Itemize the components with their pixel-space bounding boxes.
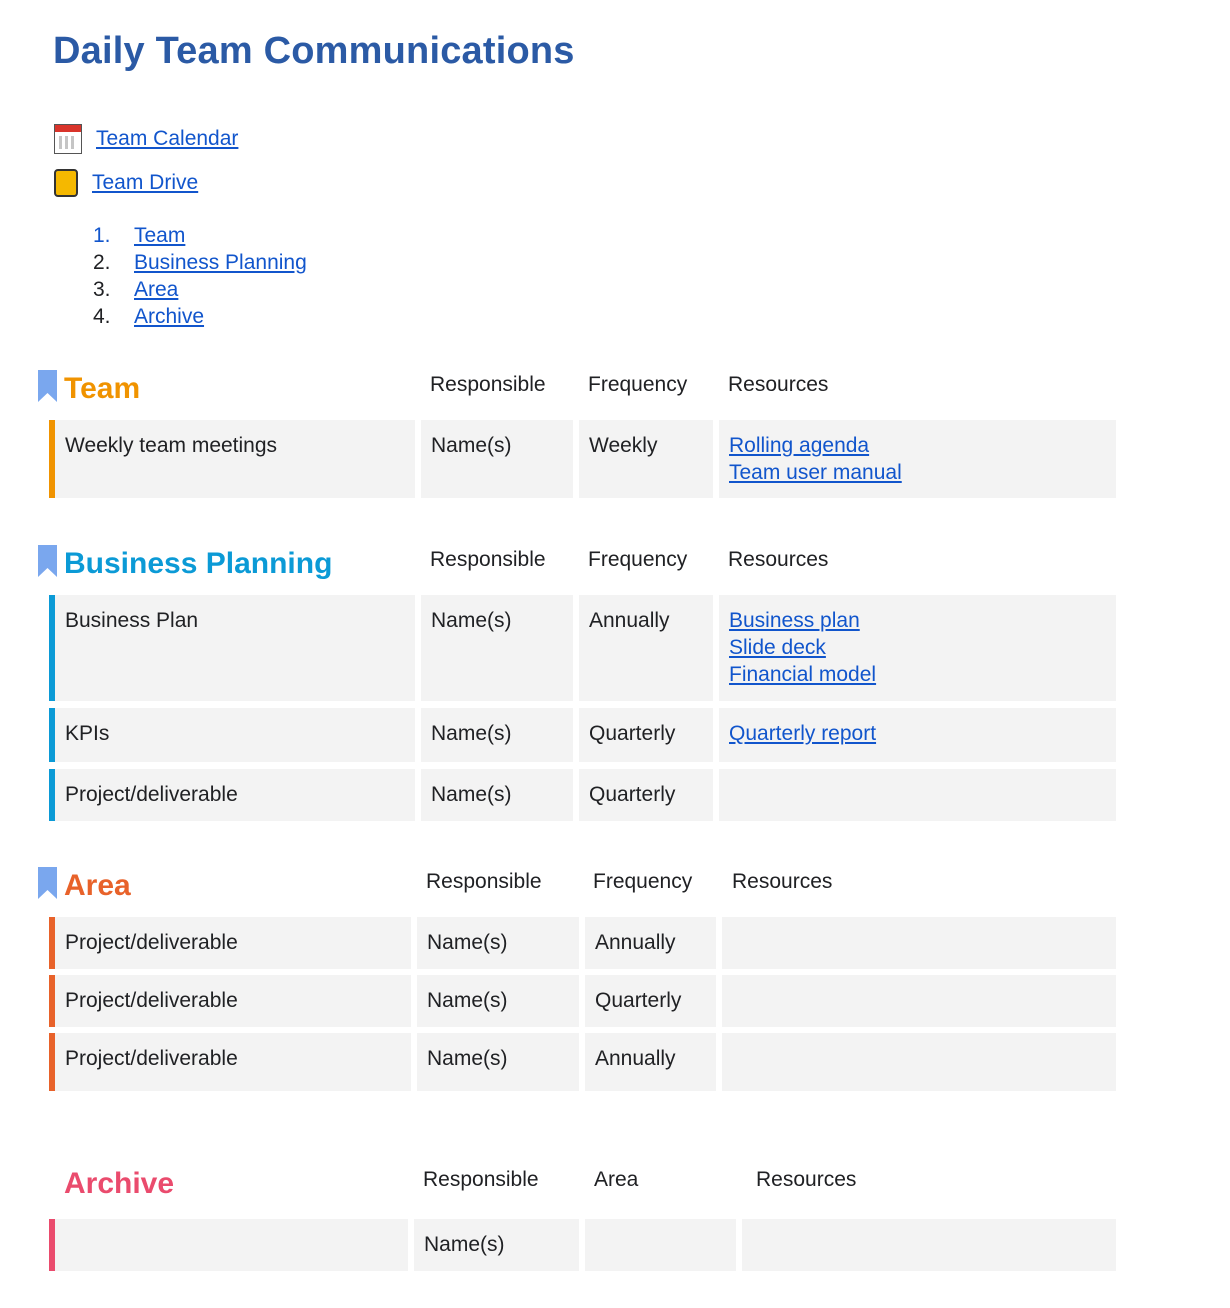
item-cell: Business Plan <box>49 595 415 701</box>
frequency-cell: Annually <box>585 917 716 969</box>
toc-link-area[interactable]: Area <box>134 278 179 301</box>
toc-number: 1. <box>93 224 111 247</box>
section-title-business-planning: Business Planning <box>64 547 333 580</box>
page-title: Daily Team Communications <box>53 30 575 72</box>
responsible-cell: Name(s) <box>421 420 573 498</box>
resources-cell <box>722 975 1116 1027</box>
item-cell <box>49 1219 408 1271</box>
item-cell: Project/deliverable <box>49 1033 411 1091</box>
resources-cell <box>719 420 1116 498</box>
quick-link-calendar[interactable] <box>54 124 238 154</box>
responsible-cell: Name(s) <box>421 769 573 821</box>
item-cell: Project/deliverable <box>49 769 415 821</box>
area-cell <box>585 1219 736 1271</box>
header-resources: Resources <box>756 1168 857 1191</box>
responsible-cell: Name(s) <box>421 595 573 701</box>
toc-item <box>93 222 307 249</box>
header-responsible: Responsible <box>423 1168 539 1191</box>
frequency-cell: Quarterly <box>579 769 713 821</box>
toc-link-business-planning[interactable]: Business Planning <box>134 251 307 274</box>
bookmark-icon <box>38 545 57 577</box>
resource-link[interactable]: Slide deck <box>729 636 826 659</box>
frequency-cell: Quarterly <box>585 975 716 1027</box>
resource-link[interactable]: Quarterly report <box>729 722 877 745</box>
frequency-cell: Annually <box>585 1033 716 1091</box>
header-frequency: Frequency <box>588 373 688 396</box>
team-drive-link[interactable]: Team Drive <box>92 171 199 194</box>
toc-link-team[interactable]: Team <box>134 224 186 247</box>
header-resources: Resources <box>732 870 833 893</box>
toc-item <box>93 276 307 303</box>
toc-item <box>93 249 307 276</box>
header-area: Area <box>594 1168 639 1191</box>
frequency-cell: Annually <box>579 595 713 701</box>
table-of-contents <box>93 222 307 330</box>
frequency-cell: Quarterly <box>579 708 713 762</box>
bookmark-icon <box>38 370 57 402</box>
quick-link-drive[interactable] <box>54 169 198 197</box>
header-responsible: Responsible <box>426 870 542 893</box>
item-cell: Project/deliverable <box>49 917 411 969</box>
bookmark-icon <box>38 867 57 899</box>
item-cell: KPIs <box>49 708 415 762</box>
team-calendar-link[interactable]: Team Calendar <box>96 127 239 150</box>
resource-link[interactable]: Business plan <box>729 609 860 632</box>
header-resources: Resources <box>728 548 829 571</box>
section-title-area: Area <box>64 869 131 902</box>
header-resources: Resources <box>728 373 829 396</box>
toc-number: 4. <box>93 305 111 328</box>
toc-link-archive[interactable]: Archive <box>134 305 205 328</box>
calendar-icon <box>54 124 82 154</box>
frequency-cell: Weekly <box>579 420 713 498</box>
responsible-cell: Name(s) <box>421 708 573 762</box>
section-title-archive: Archive <box>64 1167 175 1200</box>
resources-cell <box>719 595 1116 701</box>
resources-cell <box>719 769 1116 821</box>
header-responsible: Responsible <box>430 548 546 571</box>
resources-cell <box>719 708 1116 762</box>
resource-link[interactable]: Financial model <box>729 663 877 686</box>
resources-cell <box>722 917 1116 969</box>
toc-number: 3. <box>93 278 111 301</box>
header-responsible: Responsible <box>430 373 546 396</box>
resource-link[interactable]: Rolling agenda <box>729 434 870 457</box>
responsible-cell: Name(s) <box>417 1033 579 1091</box>
header-frequency: Frequency <box>588 548 688 571</box>
resources-cell <box>742 1219 1116 1271</box>
resources-cell <box>722 1033 1116 1091</box>
header-frequency: Frequency <box>593 870 693 893</box>
toc-item <box>93 303 307 330</box>
item-cell: Weekly team meetings <box>49 420 415 498</box>
drive-icon <box>54 169 78 197</box>
item-cell: Project/deliverable <box>49 975 411 1027</box>
section-title-team: Team <box>64 372 141 405</box>
responsible-cell: Name(s) <box>417 975 579 1027</box>
resource-link[interactable]: Team user manual <box>729 461 902 484</box>
responsible-cell: Name(s) <box>417 917 579 969</box>
toc-number: 2. <box>93 251 111 274</box>
responsible-cell: Name(s) <box>414 1219 579 1271</box>
